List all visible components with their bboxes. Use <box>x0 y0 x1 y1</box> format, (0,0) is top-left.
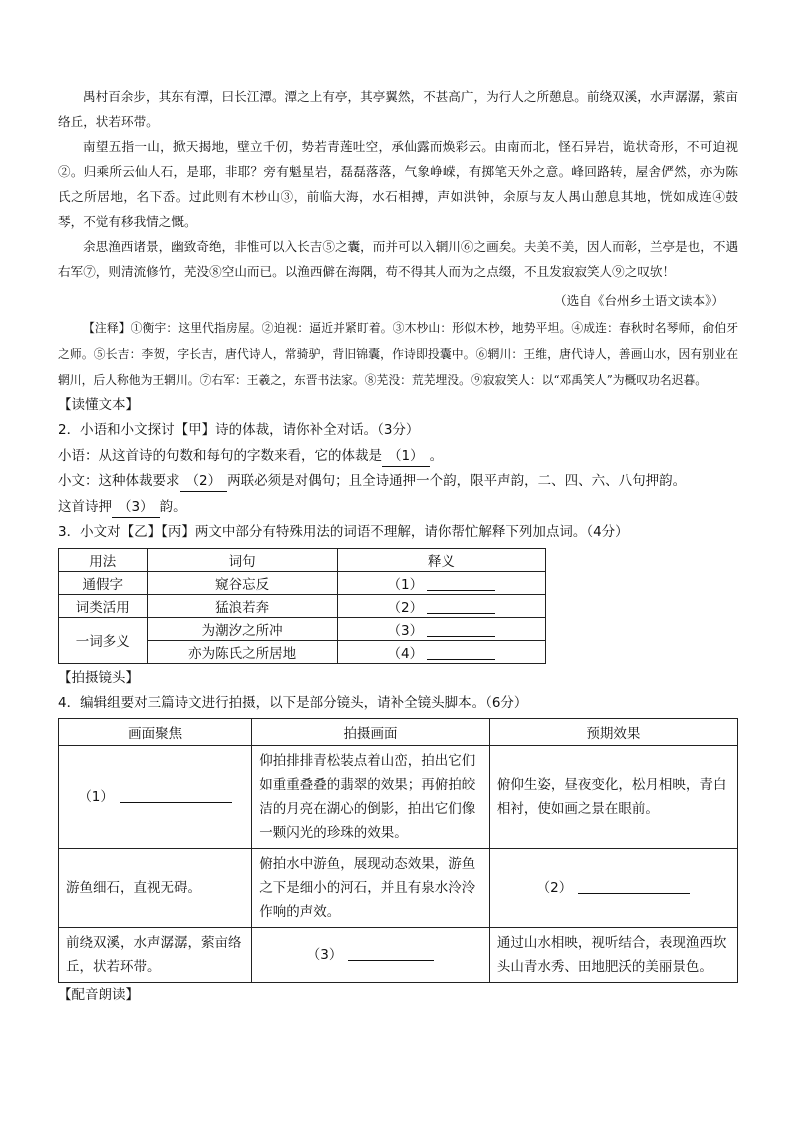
answer-cell: （2） <box>337 594 545 617</box>
table-header-row <box>59 719 738 746</box>
phrase-cell: 亦为陈氏之所居地 <box>147 640 337 663</box>
question-4 <box>58 691 738 984</box>
question-3 <box>58 520 738 664</box>
table-header: 预期效果 <box>489 719 737 746</box>
answer-cell: （3） <box>337 617 545 640</box>
table-header-row <box>59 548 546 571</box>
effect-cell: （2） <box>489 849 737 928</box>
phrase-cell: 猛浪若奔 <box>147 594 337 617</box>
passage-paragraph-3: 余思渔西诸景，幽致奇绝，非惟可以入长吉⑤之囊，而并可以入辋川⑥之画矣。夫美不美，因人而彰，兰亭是也，不遇右军⑦，则清流修竹，芜没⑧空山而已。以渔西僻在海隅，苟不得其人而为之点缀，不且发寂寂笑人⑨之叹欤！ <box>58 239 739 279</box>
phrase-cell: 窥谷忘反 <box>147 571 337 594</box>
table-row <box>59 849 738 928</box>
usage-cell: 一词多义 <box>59 617 148 663</box>
question-2-line-3: 这首诗押 （3） 韵。 <box>58 495 738 521</box>
table-row <box>59 617 546 640</box>
answer-line[interactable] <box>427 576 495 591</box>
classical-passage <box>58 84 738 393</box>
shot-cell: 仰拍排排青松装点着山峦，拍出它们如重重叠叠的翡翠的效果；再俯拍皎洁的月亮在湖心的倒影，拍出它们像一颗闪光的珍珠的效果。 <box>252 746 490 849</box>
table-header: 释义 <box>337 548 545 571</box>
shot-cell: （3） <box>252 928 490 983</box>
note-mark: ③ <box>280 189 294 204</box>
table-header: 用法 <box>59 548 148 571</box>
passage-source: （选自《台州乡土语文读本》） <box>553 293 724 308</box>
note-mark: ⑦ <box>83 264 96 279</box>
phrase-cell: 为潮汐之所冲 <box>147 617 337 640</box>
table-row <box>59 594 546 617</box>
section-heading-shoot: 【拍摄镜头】 <box>58 669 139 686</box>
shot-script-table <box>58 718 738 983</box>
answer-line[interactable] <box>578 879 690 894</box>
answer-line[interactable] <box>427 645 495 660</box>
note-mark: ② <box>58 164 71 179</box>
effect-cell: 通过山水相映，视听结合，表现渔西坎头山青水秀、田地肥沃的美丽景色。 <box>489 928 737 983</box>
passage-paragraph-1: 禺村百余步，其东有潭，曰长江潭。潭之上有亭，其亭翼然，不甚高广，为行人之所憩息。前绕双溪，水声潺潺，萦亩络丘，状若环带。 <box>58 89 738 129</box>
question-2 <box>58 418 738 520</box>
table-header: 画面聚焦 <box>59 719 252 746</box>
word-usage-table <box>58 548 546 664</box>
answer-line[interactable] <box>120 788 232 803</box>
note-mark: ⑧ <box>209 264 222 279</box>
passage-paragraph-2: 南望五指一山，掀天揭地，壁立千仞，势若青莲吐空，承仙露而焕彩云。由南而北，怪石异岩，诡状奇形，不可迫视②。归乘所云仙人石，是耶，非耶？旁有魁星岩，磊磊落落，气象峥嵘，有掷笔天外之意。峰回路转，屋舍俨然，亦为陈氏之所居地，名下岙。过此则有木杪山③，前临大海，水石相搏，声如洪钟，余原与友人禺山憩息其地，恍如成连④鼓琴，不觉有移我情之慨。 <box>58 139 739 229</box>
focus-cell: 前绕双溪，水声潺潺，萦亩络丘，状若环带。 <box>59 928 252 983</box>
table-row <box>59 928 738 983</box>
answer-cell: （1） <box>337 571 545 594</box>
note-mark: ⑤ <box>322 239 335 254</box>
answer-line[interactable] <box>427 622 495 637</box>
question-2-stem: 2．小语和小文探讨【甲】诗的体裁，请你补全对话。（3分） <box>58 422 420 438</box>
question-3-stem: 3．小文对【乙】【丙】两文中部分有特殊用法的词语不理解，请你帮忙解释下列加点词。（4分） <box>58 524 629 540</box>
answer-line[interactable] <box>348 946 434 961</box>
usage-cell: 词类活用 <box>59 594 148 617</box>
focus-cell: 游鱼细石，直视无碍。 <box>59 849 252 928</box>
usage-cell: 通假字 <box>59 571 148 594</box>
question-2-line-2: 小文：这种体裁要求 （2） 两联必须是对偶句；且全诗通押一个韵，限平声韵，二、四、六、八句押韵。 <box>58 469 738 495</box>
effect-cell: 俯仰生姿，昼夜变化，松月相映，青白相衬，使如画之景在眼前。 <box>489 746 737 849</box>
question-2-line-1: 小语：从这首诗的句数和每句的字数来看，它的体裁是 （1） 。 <box>58 444 738 470</box>
table-header: 拍摄画面 <box>252 719 490 746</box>
table-row <box>59 571 546 594</box>
note-mark: ④ <box>712 189 726 204</box>
note-mark: ⑥ <box>460 239 474 254</box>
focus-cell: （1） <box>59 746 252 849</box>
table-header: 词句 <box>147 548 337 571</box>
exam-page <box>58 84 738 1008</box>
answer-blank-3[interactable]: （3） <box>112 497 160 518</box>
answer-line[interactable] <box>427 599 495 614</box>
table-row <box>59 746 738 849</box>
section-heading-read: 【读懂文本】 <box>58 397 139 413</box>
answer-cell: （4） <box>337 640 545 663</box>
section-heading-dub: 【配音朗读】 <box>58 987 139 1003</box>
question-4-stem: 4．编辑组要对三篇诗文进行拍摄，以下是部分镜头，请补全镜头脚本。（6分） <box>58 694 528 711</box>
shot-cell: 俯拍水中游鱼，展现动态效果，游鱼之下是细小的河石，并且有泉水泠泠作响的声效。 <box>252 849 490 928</box>
answer-blank-1[interactable]: （1） <box>382 446 430 467</box>
annotations: 【注释】①衡宇：这里代指房屋。②迫视：逼近并紧盯着。③木杪山：形似木杪，地势平坦。④成连：春秋时名琴师，俞伯牙之师。⑤长吉：李贺，字长吉，唐代诗人，常骑驴，背旧锦囊，作诗即投囊中。⑥辋川：王维，唐代诗人，善画山水，因有别业在辋川，后人称他为王辋川。⑦右军：王羲之，东晋书法家。⑧芜没：荒芜埋没。⑨寂寂笑人：以“邓禹笑人”为概叹功名迟暮。 <box>58 321 738 387</box>
note-mark: ⑨ <box>612 264 625 279</box>
answer-blank-2[interactable]: （2） <box>180 471 228 492</box>
